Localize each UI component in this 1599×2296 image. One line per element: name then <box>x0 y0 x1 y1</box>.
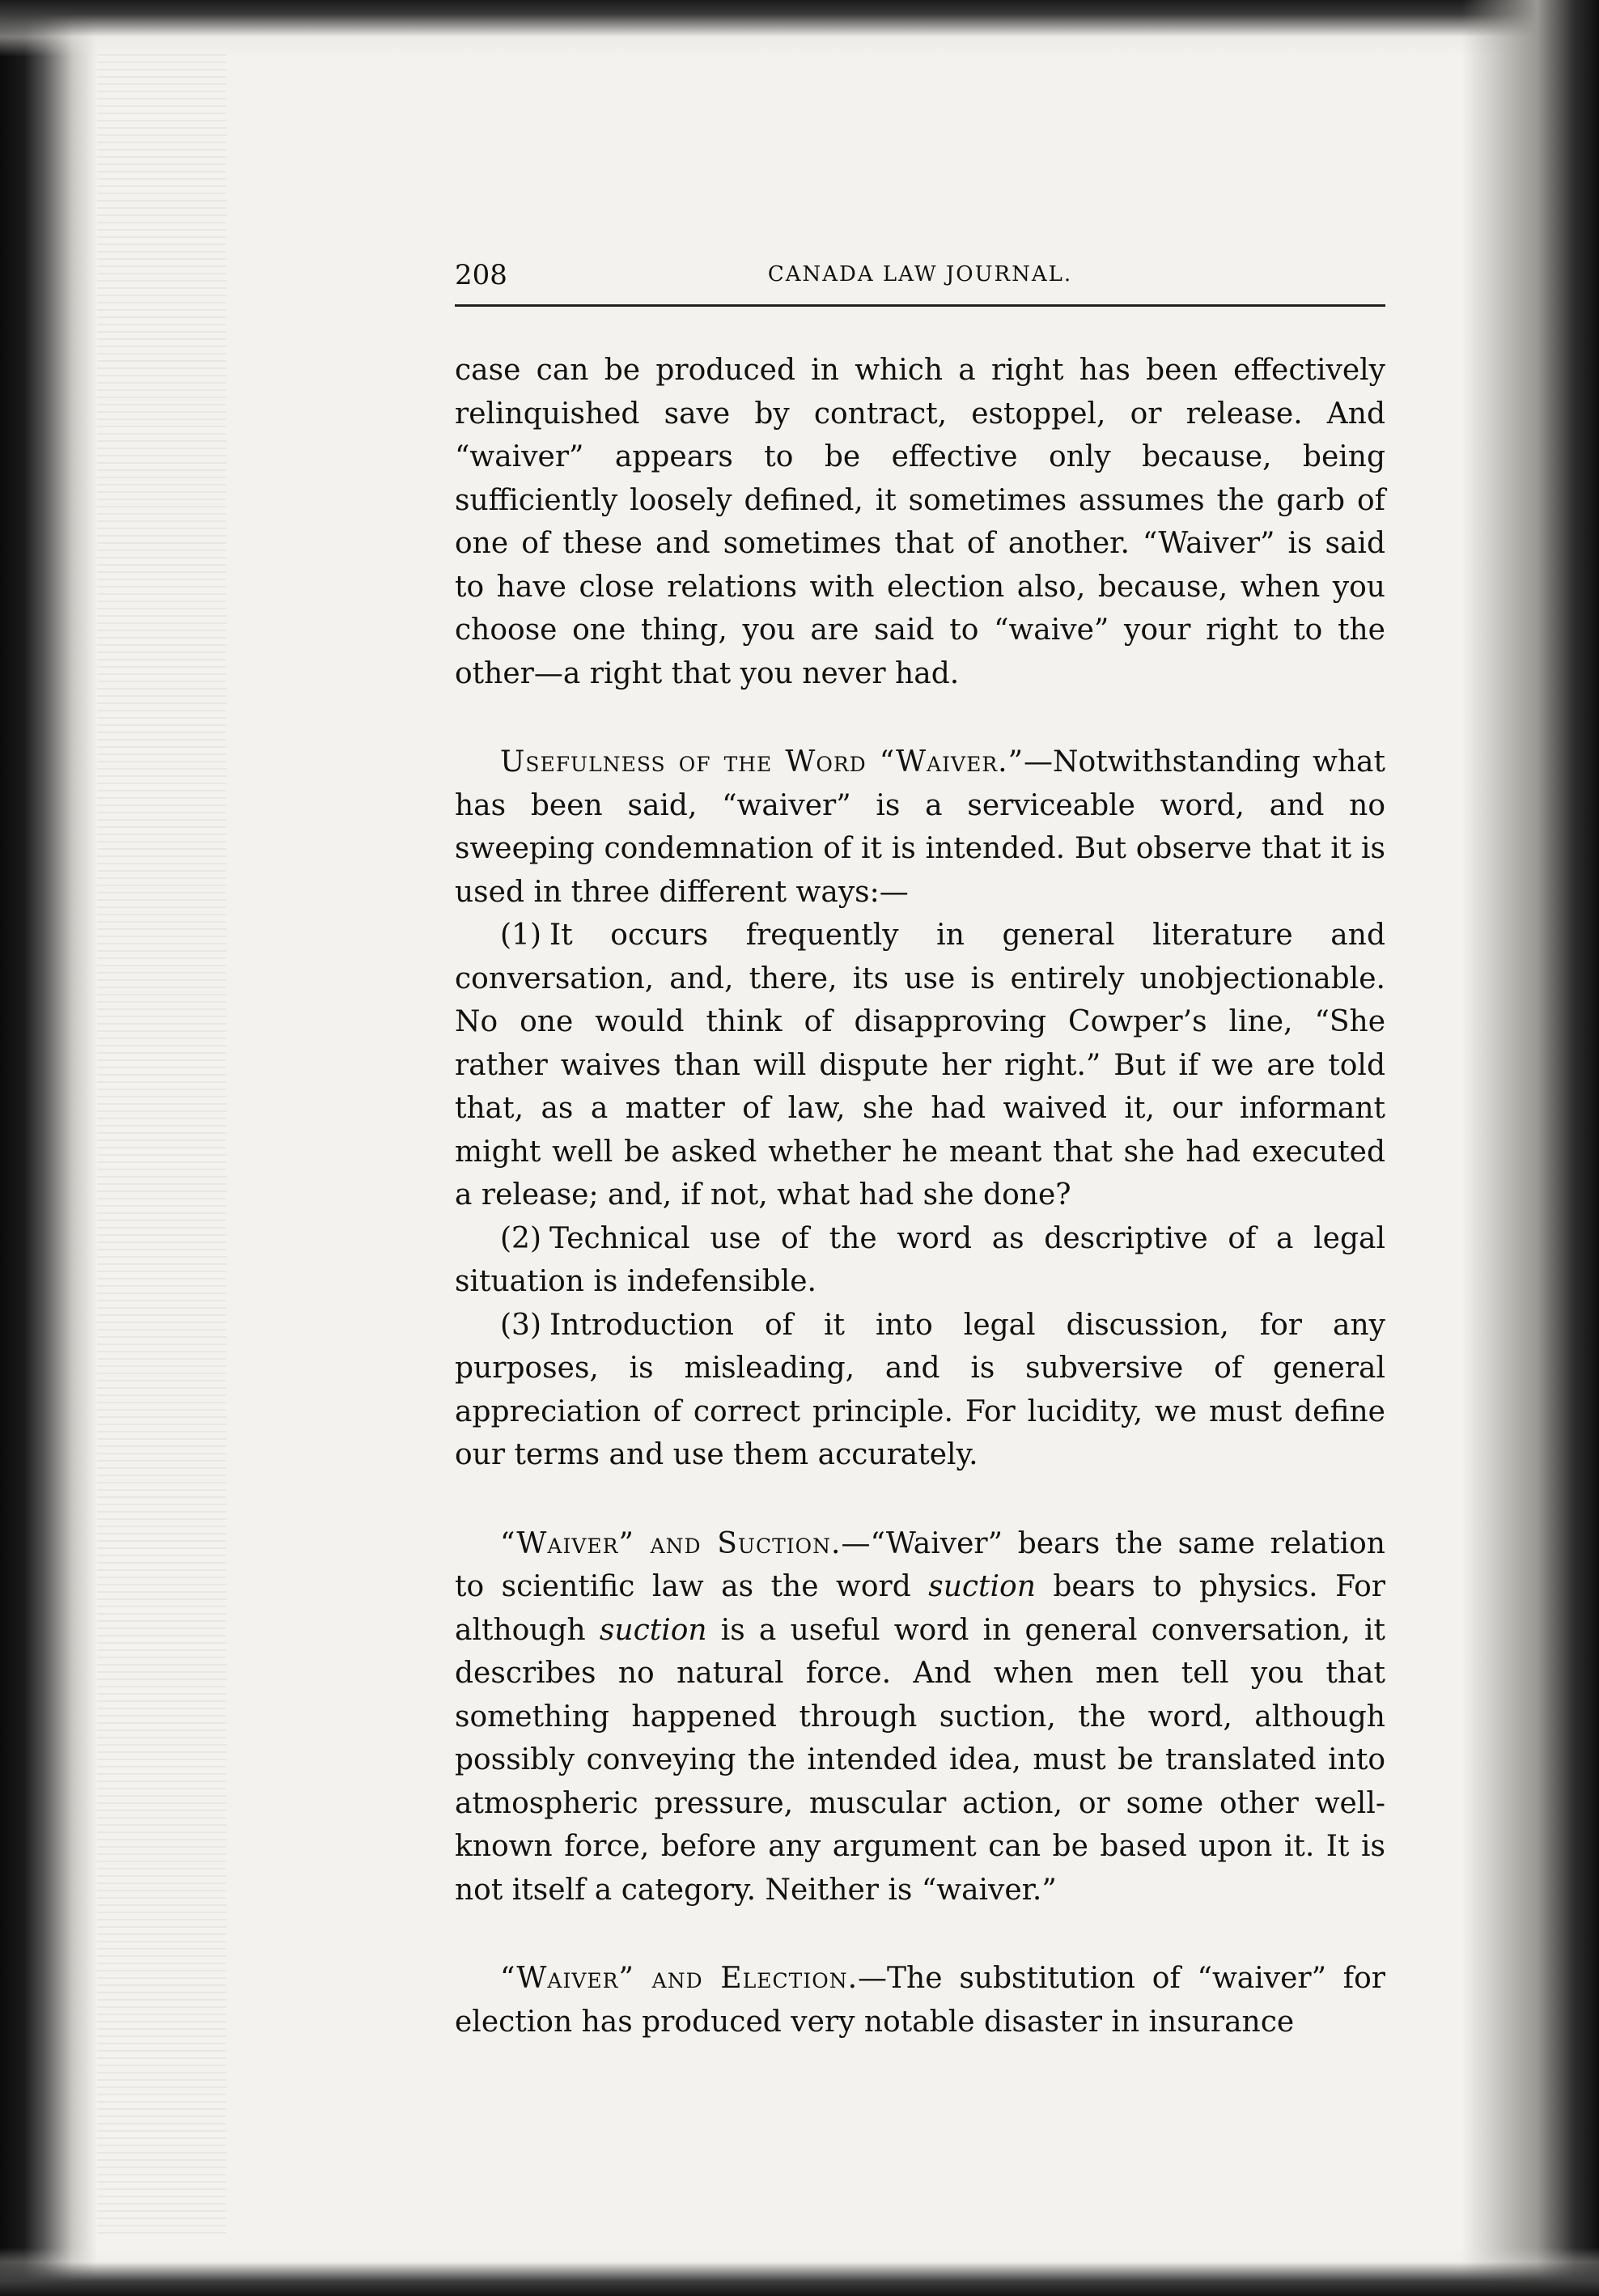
scan-edge-right <box>1461 0 1599 2296</box>
paragraph-suction-body-b: bears to physics. For although <box>455 1570 1385 1647</box>
scan-edge-top <box>0 0 1599 57</box>
section-heading-usefulness: Usefulness of the Word “Waiver.” <box>500 745 1024 779</box>
list-item-3-text: Introduction of it into legal discussion, for any purposes, is misleading, and is subversive of general appreciation of correct principle. For lucidity, we must define our terms and use them accurately. <box>455 1308 1385 1471</box>
paragraph-election-body: —The substitution of “waiver” for election has produced very notable disaster in insurance <box>455 1962 1385 2039</box>
paragraph-usefulness <box>455 741 1385 914</box>
list-item-3-number: (3) <box>500 1308 541 1342</box>
scan-edge-bottom <box>0 2247 1599 2296</box>
list-item-1-number: (1) <box>500 919 541 952</box>
list-item-2 <box>455 1217 1385 1304</box>
paragraph-suction-body-c: is a useful word in general conversation, it describes no natural force. And when men tell you that something happened through suction, the word, although possibly conveying the intended idea, must be translated into atmospheric pressure, muscular action, or some other well-known force, before any argument can be based upon it. It is not itself a category. Neither is “waiver.” <box>455 1613 1385 1907</box>
running-head <box>455 259 1385 307</box>
list-item-3 <box>455 1304 1385 1477</box>
paragraph-suction-body-a: —“Waiver” bears the same relation to scientific law as the word <box>455 1526 1385 1603</box>
paragraph-usefulness-body: —Notwithstanding what has been said, “waiver” is a serviceable word, and no sweeping condemnation of it is intended. But observe that it is used in three different ways:— <box>455 745 1385 909</box>
list-item-2-text: Technical use of the word as descriptive of a legal situation is indefensible. <box>455 1221 1385 1298</box>
body-text <box>455 349 1385 2043</box>
journal-title: CANADA LAW JOURNAL. <box>767 262 1073 286</box>
scan-edge-left <box>0 0 97 2296</box>
list-item-2-number: (2) <box>500 1221 541 1255</box>
scan-edge-speckle <box>97 49 227 2234</box>
section-heading-suction: “Waiver” and Suction. <box>500 1526 842 1560</box>
paragraph-election <box>455 1957 1385 2043</box>
list-item-1 <box>455 914 1385 1217</box>
document-page <box>455 259 1385 2043</box>
list-item-1-text: It occurs frequently in general literature and conversation, and, there, its use is entirely unobjectionable. No one would think of disapproving Cowper’s line, “She rather waives than will dispute her right.” But if we are told that, as a matter of law, she had waived it, our informant might well be asked whether he meant that she had executed a release; and, if not, what had she done? <box>455 919 1385 1212</box>
paragraph-suction <box>455 1522 1385 1912</box>
italic-suction-2: suction <box>599 1613 707 1647</box>
page-number: 208 <box>455 259 507 291</box>
paragraph-waiver-relations: case can be produced in which a right has been effectively relinquished save by contract, estoppel, or release. And “waiver” appears to be effective only because, being sufficiently loosely defined, it sometimes assumes the garb of one of these and sometimes that of another. “Waiver” is said to have close relations with election also, because, when you choose one thing, you are said to “waive” your right to the other—a right that you never had. <box>455 354 1385 690</box>
italic-suction-1: suction <box>928 1570 1036 1603</box>
section-heading-election: “Waiver” and Election. <box>500 1962 859 1995</box>
